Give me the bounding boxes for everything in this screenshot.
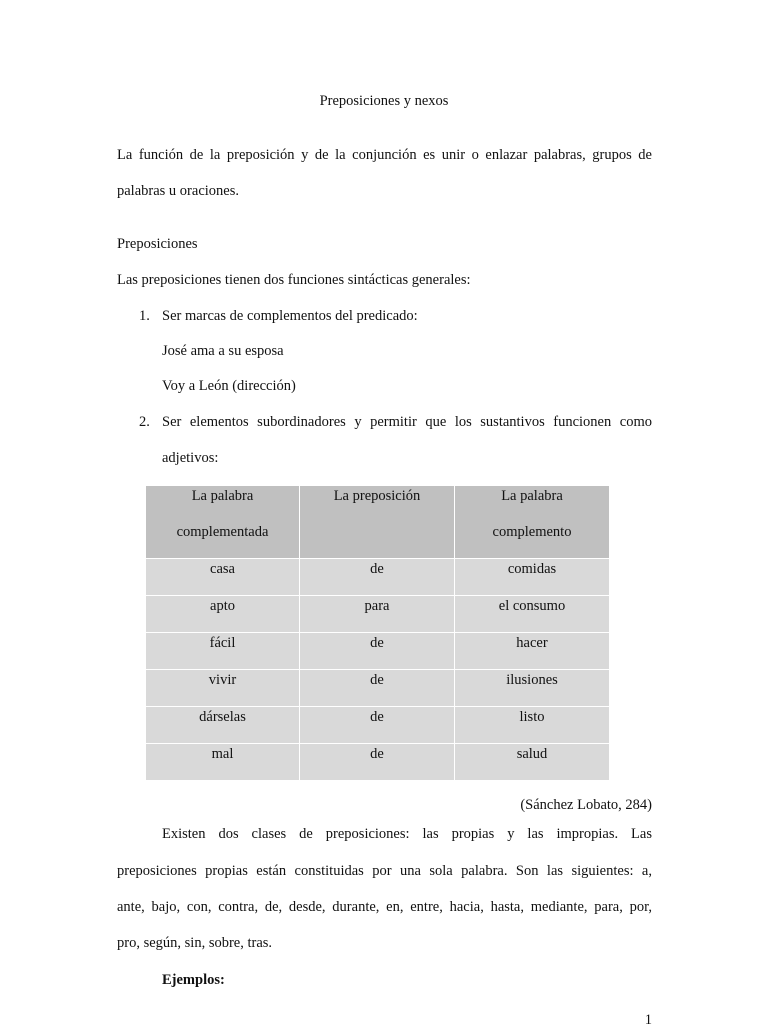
- table-cell: de: [300, 670, 455, 707]
- table-cell: fácil: [146, 633, 300, 670]
- page-title: Preposiciones y nexos: [319, 93, 449, 109]
- list-item-1-text: Ser marcas de complementos del predicado:: [162, 308, 418, 324]
- intro-line-1: La función de la preposición y de la conjunción es unir o enlazar palabras, grupos de: [117, 147, 652, 163]
- citation: (Sánchez Lobato, 284): [520, 797, 652, 813]
- header-preposicion: La preposición: [300, 486, 455, 559]
- example-2: Voy a León (dirección): [162, 378, 296, 394]
- table-row: [146, 707, 610, 744]
- list-marker-1: 1.: [139, 308, 150, 324]
- section-heading: Preposiciones: [117, 236, 198, 252]
- functions-intro: Las preposiciones tienen dos funciones sintácticas generales:: [117, 272, 471, 288]
- table-cell: de: [300, 707, 455, 744]
- table-cell: dárselas: [146, 707, 300, 744]
- paragraph-line-2: preposiciones propias están constituidas por una sola palabra. Son las siguientes: a,: [117, 863, 652, 879]
- examples-heading: Ejemplos:: [162, 972, 225, 988]
- table-row: [146, 559, 610, 596]
- table-row: [146, 596, 610, 633]
- paragraph-line-4: pro, según, sin, sobre, tras.: [117, 935, 273, 951]
- table-cell: de: [300, 633, 455, 670]
- table-row: [146, 744, 610, 781]
- paragraph-line-3: ante, bajo, con, contra, de, desde, durante, en, entre, hacia, hasta, mediante, para, por,: [117, 899, 652, 915]
- table-cell: casa: [146, 559, 300, 596]
- table-cell: de: [300, 559, 455, 596]
- header-complemento: La palabra complemento: [455, 486, 610, 559]
- list-marker-2: 2.: [139, 414, 150, 430]
- list-item-2-line-2: adjetivos:: [162, 450, 219, 466]
- table-cell: vivir: [146, 670, 300, 707]
- table-cell: apto: [146, 596, 300, 633]
- preposition-table: [145, 485, 610, 781]
- table-cell: salud: [455, 744, 610, 781]
- page-number: 1: [644, 1012, 652, 1028]
- table-row: [146, 670, 610, 707]
- table-cell: para: [300, 596, 455, 633]
- header-complementada: La palabra complementada: [146, 486, 300, 559]
- table-cell: hacer: [455, 633, 610, 670]
- table-cell: mal: [146, 744, 300, 781]
- list-item-2-line-1: Ser elementos subordinadores y permitir que los sustantivos funcionen como: [162, 414, 652, 430]
- table-cell: comidas: [455, 559, 610, 596]
- table-header-row: [146, 486, 610, 559]
- table-cell: de: [300, 744, 455, 781]
- intro-line-2: palabras u oraciones.: [117, 183, 239, 199]
- table-row: [146, 633, 610, 670]
- table-cell: el consumo: [455, 596, 610, 633]
- table-cell: listo: [455, 707, 610, 744]
- paragraph-line-1: Existen dos clases de preposiciones: las propias y las impropias. Las: [162, 826, 652, 842]
- example-1: José ama a su esposa: [162, 343, 284, 359]
- table-cell: ilusiones: [455, 670, 610, 707]
